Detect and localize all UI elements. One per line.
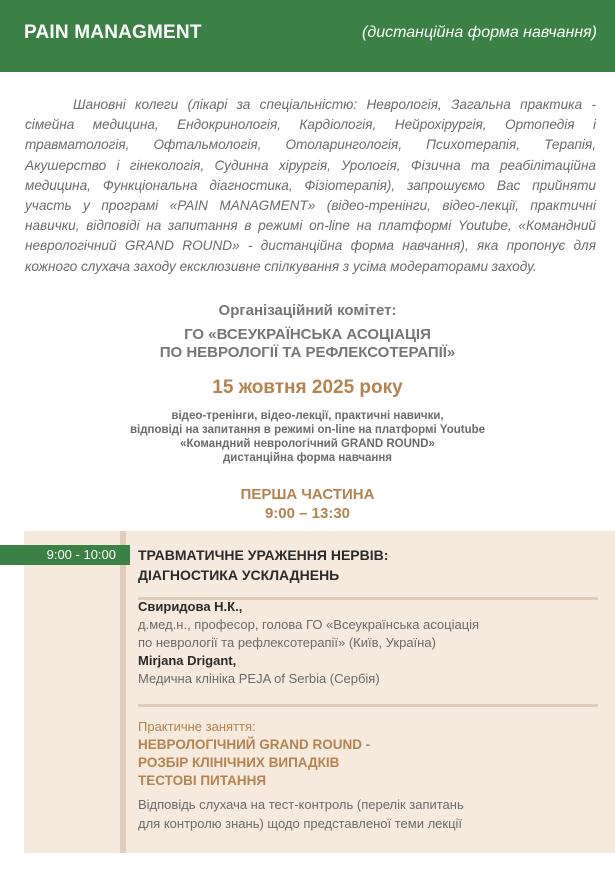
practice-desc-line: Відповідь слухача на тест-контроль (перелік запитань	[138, 797, 464, 812]
part-title: ПЕРША ЧАСТИНА	[240, 486, 375, 503]
practice-title-line: РОЗБІР КЛІНІЧНИХ ВИПАДКІВ	[138, 755, 340, 770]
format-line: «Командний неврологічний GRAND ROUND»	[180, 438, 435, 450]
speaker-info: д.мед.н., професор, голова ГО «Всеукраїнська асоціація	[138, 617, 480, 632]
organizer-name-line: ПО НЕВРОЛОГІЇ ТА РЕФЛЕКСОТЕРАПІЇ»	[159, 344, 456, 361]
speaker-info: Медична клініка PEJA of Serbia (Сербія)	[138, 671, 380, 686]
intro-paragraph	[25, 95, 596, 277]
speaker-info: по неврології та рефлексотерапії» (Київ, Україна)	[138, 635, 436, 650]
session-title-line: ДІАГНОСТИКА УСКЛАДНЕНЬ	[138, 567, 340, 583]
practice-title-line: НЕВРОЛОГІЧНИЙ GRAND ROUND -	[138, 737, 371, 752]
speaker-name: Свиридова Н.К.,	[138, 599, 243, 614]
event-format	[0, 409, 615, 465]
organizer-name	[0, 326, 615, 362]
part-heading	[0, 485, 615, 523]
practice-label: Практичне заняття:	[138, 719, 256, 734]
session-title-line: ТРАВМАТИЧНЕ УРАЖЕННЯ НЕРВІВ:	[138, 547, 389, 563]
speakers-list	[138, 598, 598, 688]
header-banner	[0, 0, 615, 72]
speaker-entry	[138, 652, 598, 688]
practice-title	[138, 736, 598, 790]
practice-title-line: ТЕСТОВІ ПИТАННЯ	[138, 773, 267, 788]
part-time: 9:00 – 13:30	[264, 505, 351, 522]
session-time-badge: 9:00 - 10:00	[0, 545, 130, 565]
organizer-label: Організаційний комітет:	[218, 302, 397, 319]
event-date: 15 жовтня 2025 року	[212, 377, 403, 398]
practice-description	[138, 795, 598, 833]
organizer-name-line: ГО «ВСЕУКРАЇНСЬКА АСОЦІАЦІЯ	[184, 326, 431, 343]
practice-desc-line: для контролю знань) щодо представленої теми лекції	[138, 816, 463, 831]
intro-text: Шановні колеги (лікарі за спеціальністю: Неврологія, Загальна практика - сімейна медицина, Ендокринологія, Кардіологія, Нейрохірургія, Ортопедія і травматологія, Офтальмологія, Отоларингологія, Психотерапія, Терапія, Акушерство і гінекологія, Судинна хірургія, Урологія, Фізична та реабілітаційна медицина, Функціональна діагностика, Фізіотерапія), запрошуємо Вас прийняти участь у програмі «PAIN MANAGMENT» (відео-тренінги, відео-лекції, практичні навички, відповіді на запитання в режимі on-line на платформі Youtube, «Командний неврологічний GRAND ROUND» - дистанційна форма навчання), яка пропонує для кожного слухача заходу ексклюзивне спілкування з усіма модераторами заходу.	[25, 97, 596, 274]
program-subtitle: (дистанційна форма навчання)	[362, 24, 597, 41]
speaker-entry	[138, 598, 598, 652]
session-title	[138, 545, 598, 585]
schedule-divider	[120, 531, 126, 853]
format-line: дистанційна форма навчання	[222, 452, 392, 464]
format-line: відео-тренінги, відео-лекції, практичні навички,	[171, 410, 444, 422]
speaker-name: Mirjana Drigant,	[138, 653, 237, 668]
format-line: відповіді на запитання в режимі on-line на платформі Youtube	[129, 424, 486, 436]
program-title: PAIN MANAGMENT	[24, 22, 202, 43]
section-rule	[138, 704, 598, 707]
